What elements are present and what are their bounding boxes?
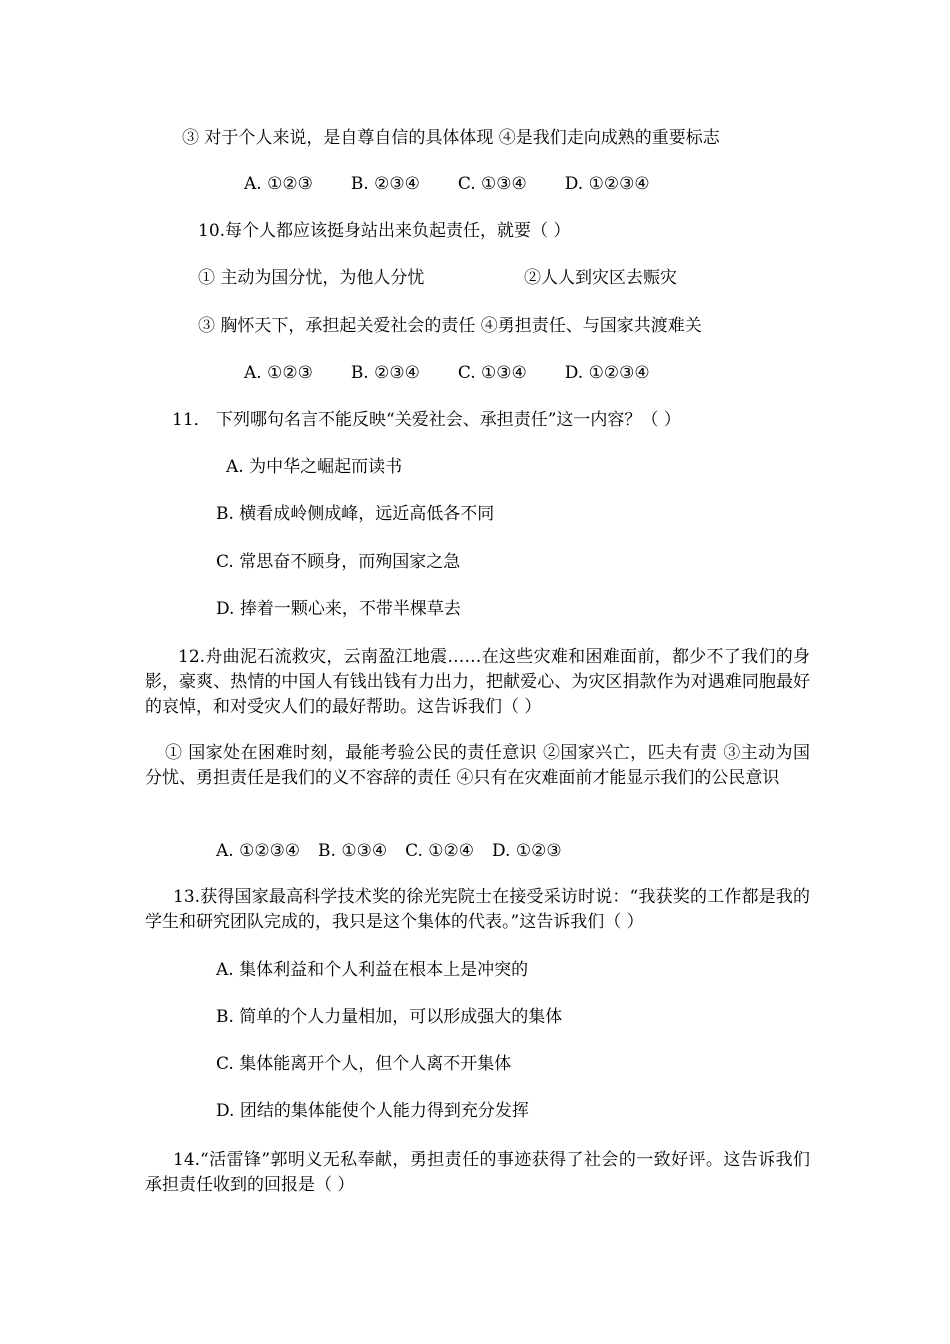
- q10-option-d: D. ①②③④: [564, 363, 650, 383]
- q12-option-c: C. ①②④: [405, 841, 475, 861]
- q13-stem: 13.获得国家最高科学技术奖的徐光宪院士在接受采访时说：“我获奖的工作都是我的学生和研究团队完成的，我只是这个集体的代表。”这告诉我们（ ）: [145, 887, 810, 932]
- q12-option-b: B. ①③④: [318, 841, 388, 861]
- q10-item-3-4: ③ 胸怀天下，承担起关爱社会的责任 ④勇担责任、与国家共渡难关: [198, 316, 702, 336]
- q11-stem: 11． 下列哪句名言不能反映“关爱社会、承担责任”这一内容？（ ）: [172, 410, 681, 430]
- q13-option-c: C. 集体能离开个人，但个人离不开集体: [216, 1054, 512, 1074]
- q12-option-d: D. ①②③: [492, 841, 562, 861]
- q12-items: ① 国家处在困难时刻，最能考验公民的责任意识 ②国家兴亡，匹夫有责 ③主动为国分忧、勇担责任是我们的义不容辞的责任 ④只有在灾难面前才能显示我们的公民意识: [145, 743, 810, 788]
- q10-stem: 10.每个人都应该挺身站出来负起责任，就要（ ）: [198, 221, 571, 241]
- q13-option-d: D. 团结的集体能使个人能力得到充分发挥: [216, 1101, 529, 1121]
- q10-item-2: ②人人到灾区去赈灾: [524, 268, 677, 288]
- q11-option-a: A. 为中华之崛起而读书: [226, 457, 403, 477]
- q14-stem: 14.“活雷锋”郭明义无私奉献，勇担责任的事迹获得了社会的一致好评。这告诉我们承担责任收到的回报是（ ）: [145, 1150, 810, 1195]
- q11-option-c: C. 常思奋不顾身，而殉国家之急: [216, 552, 461, 572]
- q10-item-1: ① 主动为国分忧，为他人分忧: [198, 268, 425, 288]
- q13-option-a: A. 集体利益和个人利益在根本上是冲突的: [216, 960, 529, 980]
- q12-options: [216, 839, 600, 863]
- q13-option-b: B. 简单的个人力量相加，可以形成强大的集体: [216, 1007, 563, 1027]
- q9-item-line: ③ 对于个人来说，是自尊自信的具体体现 ④是我们走向成熟的重要标志: [182, 128, 720, 148]
- q10-option-b: B. ②③④: [350, 363, 420, 383]
- q9-option-c: C. ①③④: [457, 174, 527, 194]
- q11-option-b: B. 横看成岭侧成峰，远近高低各不同: [216, 504, 495, 524]
- q11-option-d: D. 捧着一颗心来，不带半棵草去: [216, 599, 461, 619]
- q12-stem: 12.舟曲泥石流救灾，云南盈江地震……在这些灾难和困难面前，都少不了我们的身影，豪爽、热情的中国人有钱出钱有力出力，把献爱心、为灾区捐款作为对遇难同胞最好的哀悼，和对受灾人们的最好帮助。这告诉我们（ ）: [145, 647, 810, 717]
- q9-option-b: B. ②③④: [350, 174, 420, 194]
- q12-option-a: A. ①②③④: [216, 841, 301, 861]
- q10-option-a: A. ①②③: [244, 363, 313, 383]
- q10-option-c: C. ①③④: [457, 363, 527, 383]
- q9-options: [244, 172, 688, 196]
- q9-option-a: A. ①②③: [244, 174, 313, 194]
- q10-options: [244, 361, 688, 385]
- q9-option-d: D. ①②③④: [564, 174, 650, 194]
